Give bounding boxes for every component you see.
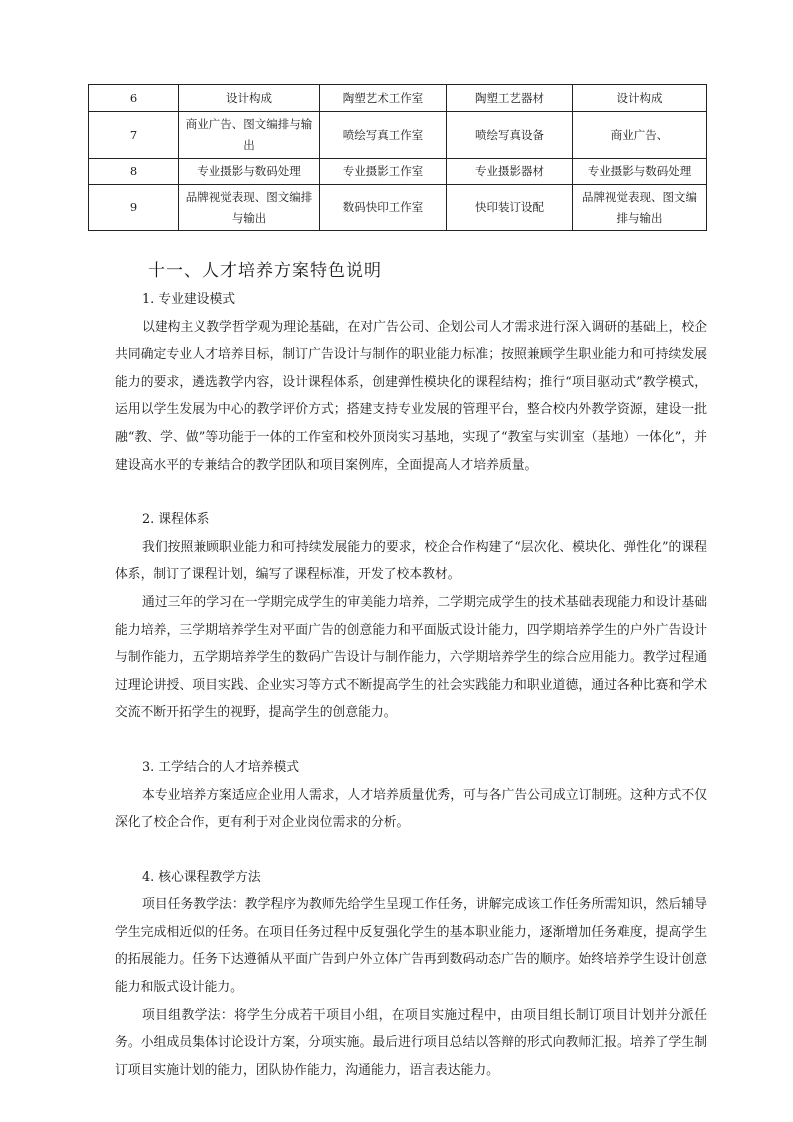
table-cell: 喷绘写真工作室 xyxy=(320,112,447,159)
table-cell: 专业摄影工作室 xyxy=(320,159,447,185)
table-row xyxy=(89,159,707,185)
table-cell: 7 xyxy=(89,112,179,159)
table-cell: 6 xyxy=(89,85,179,112)
section-content xyxy=(115,256,707,1084)
table-cell: 喷绘写真设备 xyxy=(447,112,573,159)
spacer xyxy=(115,727,707,754)
table-cell: 商业广告、 xyxy=(573,112,707,159)
paragraph: 项目任务教学法：教学程序为教师先给学生呈现工作任务，讲解完成该工作任务所需知识，然后辅导学生完成相近似的任务。在项目任务过程中反复强化学生的基本职业能力，逐渐增加任务难度，提高学生的拓展能力。任务下达遵循从平面广告到户外立体广告再到数码动态广告的顺序。始终培养学生设计创意能力和版式设计能力。 xyxy=(115,897,707,996)
table-cell: 专业摄影与数码处理 xyxy=(179,159,320,185)
table-cell: 专业摄影与数码处理 xyxy=(573,159,707,185)
table-row xyxy=(89,112,707,159)
spacer xyxy=(115,479,707,506)
subsection-heading: 1. 专业建设模式 xyxy=(142,292,236,307)
table-row xyxy=(89,85,707,112)
table-cell: 8 xyxy=(89,159,179,185)
table-row xyxy=(89,185,707,231)
table-cell: 商业广告、图文编排与输出 xyxy=(179,112,320,159)
table-cell: 9 xyxy=(89,185,179,231)
table-cell: 快印装订设配 xyxy=(447,185,573,231)
spacer xyxy=(115,837,707,864)
facilities-table xyxy=(88,84,707,231)
paragraph: 通过三年的学习在一学期完成学生的审美能力培养，二学期完成学生的技术基础表现能力和设计基础能力培养，三学期培养学生对平面广告的创意能力和平面版式设计能力，四学期培养学生的户外广告设计与制作能力，五学期培养学生的数码广告设计与制作能力，六学期培养学生的综合应用能力。教学过程通过理论讲授、项目实践、企业实习等方式不断提高学生的社会实践能力和职业道德，通过各种比赛和学术交流不断开拓学生的视野，提高学生的创意能力。 xyxy=(115,594,707,721)
paragraph: 以建构主义教学哲学观为理论基础，在对广告公司、企划公司人才需求进行深入调研的基础上，校企共同确定专业人才培养目标，制订广告设计与制作的职业能力标准；按照兼顾学生职业能力和可持续发展能力的要求，遴选教学内容，设计课程体系，创建弹性模块化的课程结构；推行“项目驱动式”教学模式，运用以学生发展为中心的教学评价方式；搭建支持专业发展的管理平台，整合校内外教学资源，建设一批融“教、学、做”等功能于一体的工作室和校外顶岗实习基地，实现了“教室与实训室（基地）一体化”，并建设高水平的专兼结合的教学团队和项目案例库，全面提高人才培养质量。 xyxy=(115,319,707,473)
table-cell: 专业摄影器材 xyxy=(447,159,573,185)
section-title: 十一、人才培养方案特色说明 xyxy=(148,261,382,281)
table-cell: 陶塑工艺器材 xyxy=(447,85,573,112)
subsection-heading: 2. 课程体系 xyxy=(142,512,210,528)
subsection-heading: 3. 工学结合的人才培养模式 xyxy=(142,759,300,775)
table-cell: 品牌视觉表现、图文编排与输出 xyxy=(573,185,707,231)
table-cell: 品牌视觉表现、图文编排与输出 xyxy=(179,185,320,231)
paragraph: 本专业培养方案适应企业用人需求，人才培养质量优秀，可与各广告公司成立订制班。这种方式不仅深化了校企合作，更有利于对企业岗位需求的分析。 xyxy=(115,787,707,831)
table-cell: 设计构成 xyxy=(179,85,320,112)
table-cell: 数码快印工作室 xyxy=(320,185,447,231)
subsection-heading: 4. 核心课程教学方法 xyxy=(142,869,261,885)
table-cell: 设计构成 xyxy=(573,85,707,112)
paragraph: 我们按照兼顾职业能力和可持续发展能力的要求，校企合作构建了“层次化、模块化、弹性化”的课程体系，制订了课程计划，编写了课程标准，开发了校本教材。 xyxy=(115,539,707,583)
paragraph: 项目组教学法：将学生分成若干项目小组，在项目实施过程中，由项目组长制订项目计划并分派任务。小组成员集体讨论设计方案，分项实施。最后进行项目总结以答辩的形式向教师汇报。培养了学生制订项目实施计划的能力，团队协作能力，沟通能力，语言表达能力。 xyxy=(115,1007,707,1078)
table-cell: 陶塑艺术工作室 xyxy=(320,85,447,112)
